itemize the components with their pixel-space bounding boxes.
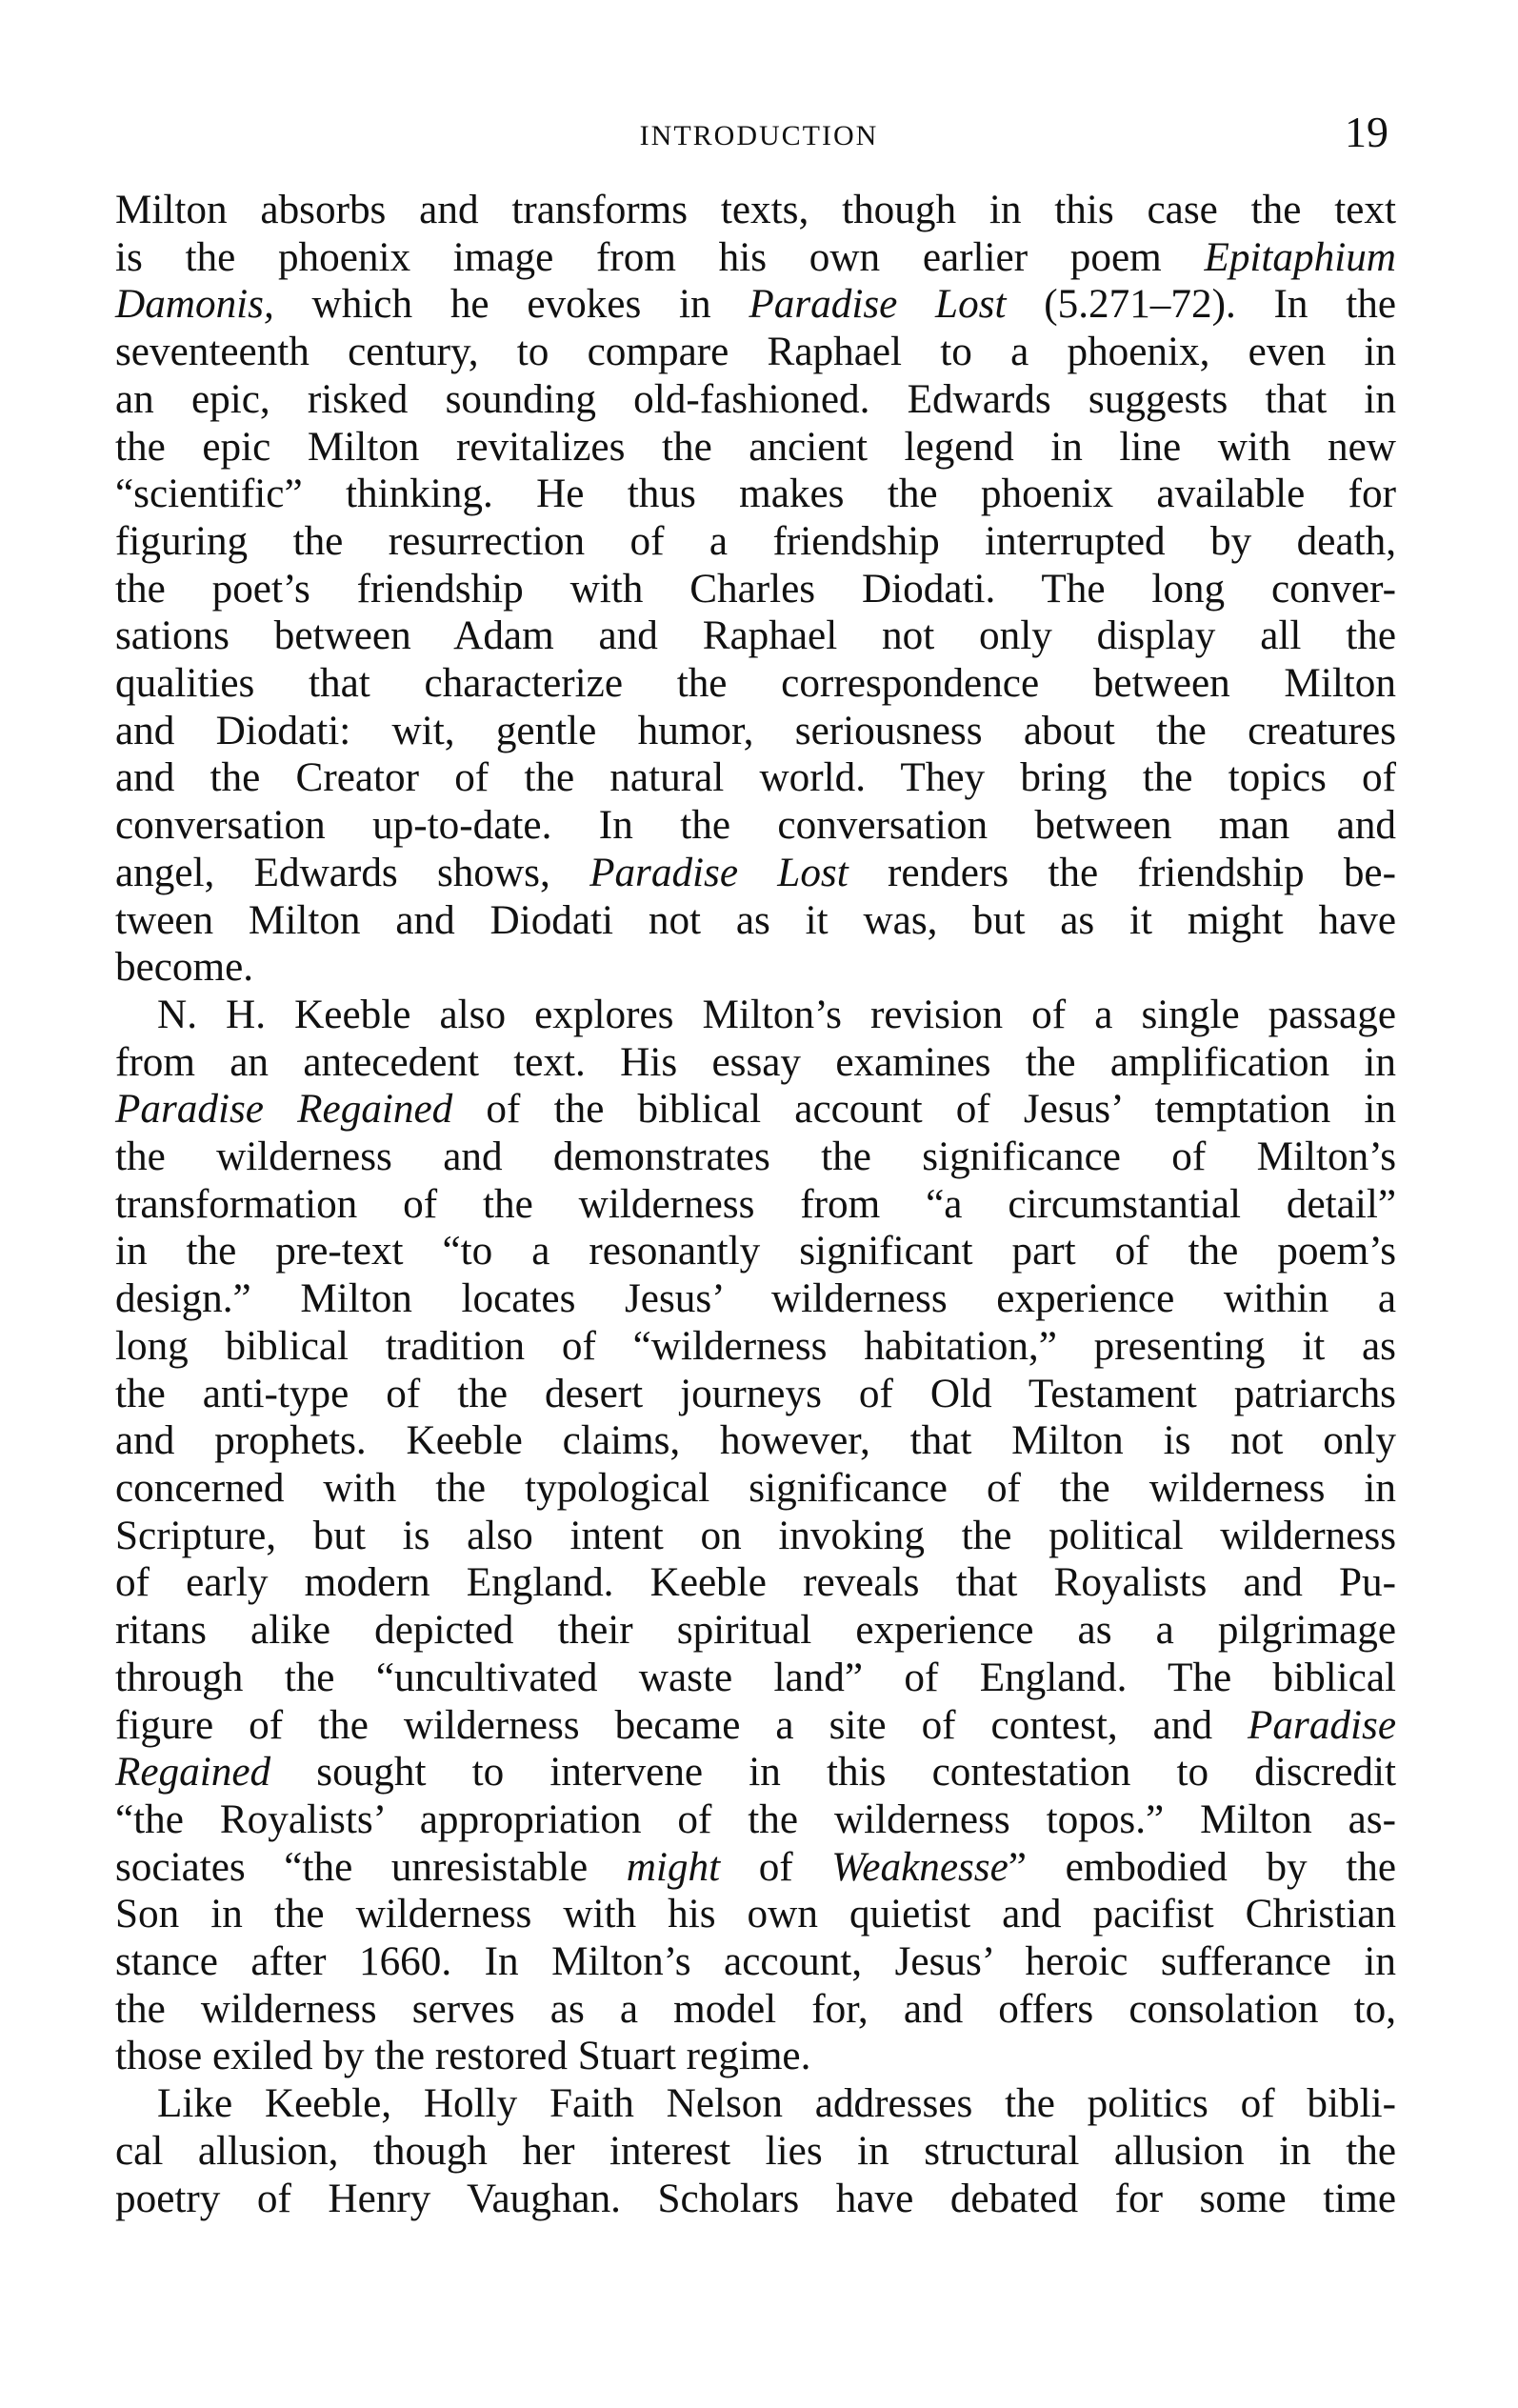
- text-line: [115, 1844, 1396, 1892]
- text-line: [115, 1134, 1396, 1181]
- italic-text: Paradise Lost: [589, 850, 849, 895]
- text-run: cal allusion, though her interest lies in structural allusion in the: [115, 2128, 1396, 2174]
- text-run: long biblical tradition of “wilderness habitation,” presenting it as: [115, 1323, 1396, 1369]
- text-line: [115, 1275, 1396, 1323]
- text-line: [115, 2176, 1396, 2223]
- text-run: the poet’s friendship with Charles Diodati. The long conver-: [115, 566, 1396, 612]
- text-line: [115, 1513, 1396, 1560]
- italic-text: Damonis,: [115, 282, 274, 328]
- paragraph: [115, 992, 1396, 2080]
- text-run: ritans alike depicted their spiritual experience as a pilgrimage: [115, 1608, 1396, 1654]
- text-run: figuring the resurrection of a friendship interrupted by death,: [115, 518, 1396, 564]
- text-run: and the Creator of the natural world. They bring the topics of: [115, 755, 1396, 801]
- text-run: an epic, risked sounding old-fashioned. Edwards suggests that in: [115, 376, 1396, 422]
- text-run: “the Royalists’ appropriation of the wilderness topos.” Milton as-: [115, 1796, 1396, 1842]
- text-run: seventeenth century, to compare Raphael to a phoenix, even in: [115, 330, 1396, 375]
- text-line: [115, 1607, 1396, 1655]
- text-run: conversation up-to-date. In the conversation between man and: [115, 803, 1396, 849]
- text-line: [115, 2128, 1396, 2176]
- page-number: 19: [1345, 108, 1388, 156]
- text-run: Son in the wilderness with his own quietist and pacifist Christian: [115, 1892, 1396, 1937]
- text-run: N. H. Keeble also explores Milton’s revision of a single passage: [157, 992, 1396, 1037]
- italic-text: Epitaphium: [1204, 234, 1396, 280]
- text-run: tween Milton and Diodati not as it was, but as it might have: [115, 897, 1396, 943]
- text-line: [115, 424, 1396, 472]
- text-run: of the biblical account of Jesus’ temptation in: [452, 1087, 1396, 1133]
- text-run: which he evokes in: [273, 282, 749, 328]
- text-run: the epic Milton revitalizes the ancient legend in line with new: [115, 424, 1396, 470]
- text-line: [115, 1417, 1396, 1465]
- italic-text: Paradise Lost: [749, 282, 1007, 328]
- text-line: [115, 329, 1396, 376]
- text-line: [115, 187, 1396, 234]
- text-run: Milton absorbs and transforms texts, though in this case the text: [115, 188, 1396, 232]
- text-run: stance after 1660. In Milton’s account, Jesus’ heroic sufferance in: [115, 1939, 1396, 1985]
- text-line: [115, 660, 1396, 708]
- text-run: and prophets. Keeble claims, however, that Milton is not only: [115, 1418, 1396, 1464]
- text-run: ” embodied by the: [1008, 1844, 1397, 1890]
- text-run: the wilderness and demonstrates the significance of Milton’s: [115, 1134, 1396, 1180]
- text-line: [115, 1371, 1396, 1418]
- text-line: [115, 518, 1396, 566]
- text-line: [115, 2033, 1396, 2080]
- text-run: become.: [115, 945, 254, 991]
- text-run: (5.271–72). In the: [1006, 282, 1396, 328]
- text-line: [115, 1323, 1396, 1371]
- text-run: from an antecedent text. His essay examines the amplification in: [115, 1039, 1396, 1085]
- text-line: [115, 376, 1396, 424]
- text-line: [115, 1181, 1396, 1229]
- paragraph: [115, 2080, 1396, 2222]
- text-run: renders the friendship be-: [848, 850, 1396, 895]
- text-line: [115, 471, 1396, 518]
- text-line: [115, 1938, 1396, 1986]
- italic-text: Weaknesse: [831, 1844, 1009, 1890]
- text-run: in the pre-text “to a resonantly significant part of the poem’s: [115, 1229, 1396, 1274]
- text-run: figure of the wilderness became a site of contest, and: [115, 1702, 1248, 1748]
- text-line: [115, 566, 1396, 613]
- text-run: Like Keeble, Holly Faith Nelson addresses the politics of bibli-: [157, 2081, 1396, 2127]
- text-run: angel, Edwards shows,: [115, 850, 590, 895]
- text-run: of early modern England. Keeble reveals that Royalists and Pu-: [115, 1560, 1396, 1606]
- body-text: [115, 187, 1396, 2222]
- text-line: [115, 802, 1396, 850]
- text-line: [115, 992, 1396, 1039]
- text-run: the anti-type of the desert journeys of Old Testament patriarchs: [115, 1371, 1396, 1416]
- text-run: is the phoenix image from his own earlier poem: [115, 234, 1205, 280]
- text-run: “scientific” thinking. He thus makes the phoenix available for: [115, 472, 1396, 517]
- text-run: qualities that characterize the correspondence between Milton: [115, 661, 1396, 707]
- text-line: [115, 1749, 1396, 1796]
- text-line: [115, 1228, 1396, 1275]
- text-line: [115, 897, 1396, 945]
- text-run: the wilderness serves as a model for, and offers consolation to,: [115, 1986, 1396, 2032]
- text-line: [115, 281, 1396, 329]
- text-line: [115, 234, 1396, 282]
- text-run: design.” Milton locates Jesus’ wilderness experience within a: [115, 1276, 1396, 1322]
- text-run: those exiled by the restored Stuart regime.: [115, 2034, 811, 2079]
- text-run: sations between Adam and Raphael not only display all the: [115, 613, 1396, 659]
- text-line: [115, 1039, 1396, 1087]
- italic-text: Regained: [115, 1750, 271, 1796]
- text-run: of: [720, 1844, 832, 1890]
- running-head: [0, 107, 1518, 164]
- text-line: [115, 754, 1396, 802]
- text-run: Scripture, but is also intent on invoking the political wilderness: [115, 1513, 1396, 1558]
- text-run: transformation of the wilderness from “a circumstantial detail”: [115, 1181, 1396, 1227]
- italic-text: Paradise: [1248, 1702, 1396, 1748]
- text-line: [115, 1559, 1396, 1607]
- text-line: [115, 1655, 1396, 1702]
- text-run: and Diodati: wit, gentle humor, seriousness about the creatures: [115, 708, 1396, 753]
- text-run: sought to intervene in this contestation to discredit: [270, 1750, 1396, 1796]
- text-line: [115, 850, 1396, 897]
- text-line: [115, 1986, 1396, 2034]
- text-line: [115, 944, 1396, 992]
- text-line: [115, 1086, 1396, 1134]
- text-run: poetry of Henry Vaughan. Scholars have debated for some time: [115, 2176, 1396, 2221]
- text-line: [115, 1796, 1396, 1844]
- paragraph: [115, 187, 1396, 992]
- running-title: INTRODUCTION: [639, 120, 879, 151]
- text-line: [115, 1465, 1396, 1513]
- text-run: through the “uncultivated waste land” of England. The biblical: [115, 1655, 1396, 1700]
- text-line: [115, 1891, 1396, 1938]
- text-line: [115, 1702, 1396, 1750]
- text-line: [115, 612, 1396, 660]
- italic-text: Paradise Regained: [115, 1087, 453, 1133]
- text-run: sociates “the unresistable: [115, 1844, 627, 1890]
- text-run: concerned with the typological significance of the wilderness in: [115, 1465, 1396, 1511]
- italic-text: might: [626, 1844, 721, 1890]
- text-line: [115, 708, 1396, 755]
- text-line: [115, 2080, 1396, 2128]
